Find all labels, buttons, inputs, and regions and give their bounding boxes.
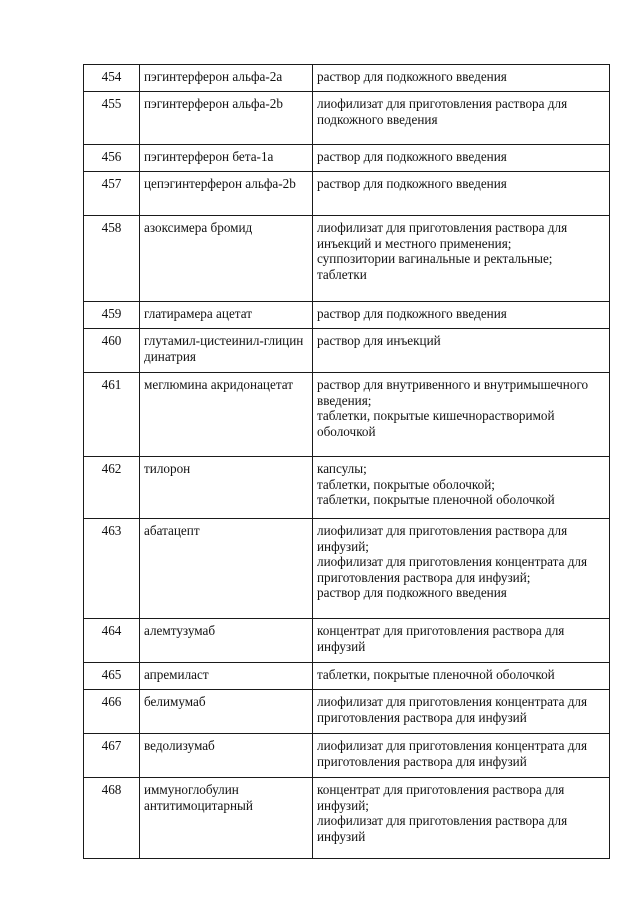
- row-number: 463: [84, 519, 140, 619]
- row-number: 459: [84, 302, 140, 329]
- dosage-forms: [313, 734, 610, 778]
- drug-name: апремиласт: [140, 663, 313, 690]
- table-row: [84, 619, 610, 663]
- dosage-forms: [313, 145, 610, 172]
- drug-list-table: [83, 64, 610, 859]
- drug-name: тилорон: [140, 457, 313, 519]
- table-row: [84, 373, 610, 457]
- table-row: [84, 65, 610, 92]
- table-row: [84, 302, 610, 329]
- table-row: [84, 145, 610, 172]
- dosage-forms: [313, 373, 610, 457]
- table-row: [84, 734, 610, 778]
- dosage-form-item: таблетки: [317, 266, 367, 282]
- row-number: 455: [84, 92, 140, 145]
- drug-name: меглюмина акридонацетат: [140, 373, 313, 457]
- row-number: 460: [84, 329, 140, 373]
- row-number: 466: [84, 690, 140, 734]
- dosage-forms: [313, 172, 610, 216]
- dosage-form-item: раствор для подкожного введения: [317, 149, 507, 164]
- table-row: [84, 457, 610, 519]
- drug-name: белимумаб: [140, 690, 313, 734]
- row-number: 461: [84, 373, 140, 457]
- drug-list-body: [84, 65, 610, 859]
- table-row: [84, 329, 610, 373]
- dosage-form-item: суппозитории вагинальные и ректальные;: [317, 251, 553, 266]
- drug-name: абатацепт: [140, 519, 313, 619]
- drug-name: иммуноглобулин антитимоцитарный: [140, 778, 313, 859]
- row-number: 465: [84, 663, 140, 690]
- dosage-form-item: лиофилизат для приготовления концентрата для приготовления раствора для инфузий;: [317, 554, 588, 585]
- dosage-form-item: капсулы;: [317, 461, 367, 476]
- dosage-form-item: раствор для внутривенного и внутримышечного введения;: [317, 377, 589, 408]
- dosage-form-item: лиофилизат для приготовления концентрата для приготовления раствора для инфузий: [317, 694, 588, 725]
- dosage-forms: [313, 216, 610, 302]
- table-row: [84, 216, 610, 302]
- row-number: 468: [84, 778, 140, 859]
- dosage-forms: [313, 778, 610, 859]
- table-row: [84, 778, 610, 859]
- row-number: 467: [84, 734, 140, 778]
- drug-name: пэгинтерферон бета-1a: [140, 145, 313, 172]
- dosage-form-item: раствор для подкожного введения: [317, 306, 507, 321]
- drug-name: глатирамера ацетат: [140, 302, 313, 329]
- dosage-forms: [313, 92, 610, 145]
- dosage-form-item: концентрат для приготовления раствора для инфузий: [317, 623, 565, 654]
- table-row: [84, 690, 610, 734]
- dosage-form-item: раствор для инъекций: [317, 333, 441, 348]
- dosage-form-item: лиофилизат для приготовления раствора для инъекций и местного применения;: [317, 220, 568, 251]
- dosage-form-item: концентрат для приготовления раствора для инфузий;: [317, 782, 565, 813]
- dosage-form-item: таблетки, покрытые оболочкой;: [317, 476, 495, 492]
- row-number: 462: [84, 457, 140, 519]
- dosage-form-item: таблетки, покрытые кишечнорастворимой оболочкой: [317, 408, 555, 439]
- drug-name: пэгинтерферон альфа-2a: [140, 65, 313, 92]
- dosage-forms: [313, 329, 610, 373]
- row-number: 458: [84, 216, 140, 302]
- dosage-form-item: лиофилизат для приготовления концентрата для приготовления раствора для инфузий: [317, 738, 588, 769]
- dosage-form-item: таблетки, покрытые пленочной оболочкой: [317, 492, 555, 507]
- row-number: 457: [84, 172, 140, 216]
- row-number: 456: [84, 145, 140, 172]
- table-row: [84, 172, 610, 216]
- dosage-forms: [313, 302, 610, 329]
- dosage-form-item: раствор для подкожного введения: [317, 585, 507, 600]
- dosage-forms: [313, 65, 610, 92]
- dosage-forms: [313, 690, 610, 734]
- dosage-form-item: таблетки, покрытые пленочной оболочкой: [317, 667, 555, 682]
- dosage-forms: [313, 663, 610, 690]
- row-number: 464: [84, 619, 140, 663]
- dosage-form-item: лиофилизат для приготовления раствора для инфузий;: [317, 523, 568, 554]
- row-number: 454: [84, 65, 140, 92]
- dosage-forms: [313, 457, 610, 519]
- dosage-form-item: раствор для подкожного введения: [317, 176, 507, 191]
- table-row: [84, 519, 610, 619]
- drug-name: алемтузумаб: [140, 619, 313, 663]
- dosage-form-item: лиофилизат для приготовления раствора для подкожного введения: [317, 96, 568, 127]
- drug-name: азоксимера бромид: [140, 216, 313, 302]
- dosage-forms: [313, 619, 610, 663]
- drug-name: глутамил-цистеинил-глицин динатрия: [140, 329, 313, 373]
- table-row: [84, 663, 610, 690]
- dosage-forms: [313, 519, 610, 619]
- dosage-form-item: раствор для подкожного введения: [317, 69, 507, 84]
- drug-name: ведолизумаб: [140, 734, 313, 778]
- dosage-form-item: лиофилизат для приготовления раствора для инфузий: [317, 813, 568, 844]
- table-row: [84, 92, 610, 145]
- drug-name: цепэгинтерферон альфа-2b: [140, 172, 313, 216]
- drug-name: пэгинтерферон альфа-2b: [140, 92, 313, 145]
